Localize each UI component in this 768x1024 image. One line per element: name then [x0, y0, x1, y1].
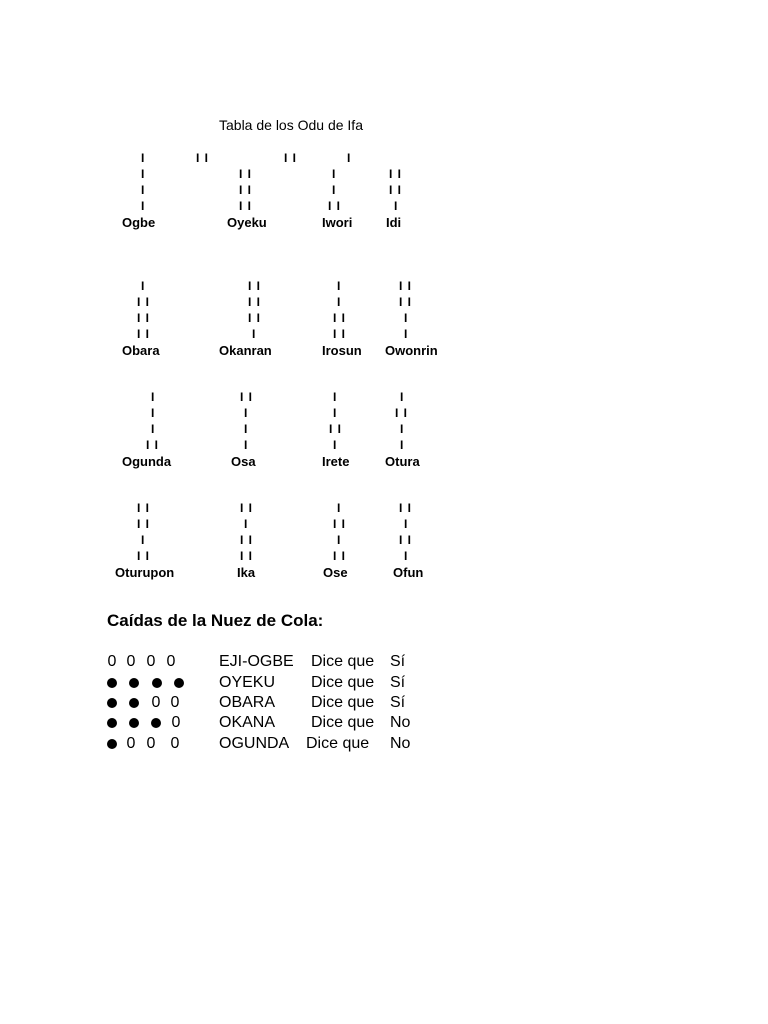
- odu-mark: I: [141, 279, 146, 293]
- odu-name: Ika: [237, 565, 256, 580]
- odu-mark: I I: [284, 151, 298, 165]
- odu-mark: I: [244, 406, 249, 420]
- odu-mark: I: [151, 422, 156, 436]
- odu-mark: I: [141, 167, 146, 181]
- odu-mark: I I: [333, 517, 347, 531]
- seed: [105, 693, 119, 713]
- odu-mark: I I: [240, 533, 254, 547]
- odu-mark: I I: [137, 501, 151, 515]
- odu-mark: I I: [240, 501, 254, 515]
- odu-mark: I I: [329, 422, 343, 436]
- odu-name: Ofun: [393, 565, 424, 580]
- odu-mark: I I: [399, 295, 413, 309]
- seed: [127, 713, 141, 733]
- odu-mark: I I: [239, 167, 253, 181]
- odu-name: Oturupon: [115, 565, 175, 580]
- odu-mark: I I: [137, 311, 151, 325]
- odu-mark: I: [333, 390, 338, 404]
- dice-que: Dice que: [311, 653, 375, 670]
- odu-name: Iwori: [322, 215, 353, 230]
- odu-mark: I: [332, 167, 337, 181]
- odu-mark: I: [151, 406, 156, 420]
- odu-mark: I I: [328, 199, 342, 213]
- odu-name: Okanran: [219, 343, 272, 358]
- odu-mark: I: [404, 327, 409, 341]
- dice-que: Dice que: [306, 735, 370, 752]
- answer: Sí: [390, 653, 406, 670]
- odu-mark: I I: [333, 549, 347, 563]
- odu-name: Irete: [322, 454, 350, 469]
- odu-mark: I I: [399, 501, 413, 515]
- odu-mark: I I: [239, 183, 253, 197]
- odu-mark: I I: [248, 295, 262, 309]
- odu-name: Osa: [231, 454, 256, 469]
- answer: Sí: [390, 674, 406, 691]
- seed: 0: [166, 653, 176, 670]
- odu-mark: I: [400, 390, 405, 404]
- seed: 0: [171, 714, 181, 731]
- odu-mark: I: [394, 199, 399, 213]
- odu-mark: I I: [333, 311, 347, 325]
- odu-mark: I: [141, 199, 146, 213]
- odu-cast-name: OYEKU: [219, 674, 276, 691]
- odu-mark: I: [400, 422, 405, 436]
- odu-mark: I I: [146, 438, 160, 452]
- odu-cast-name: OKANA: [219, 714, 276, 731]
- cast-row: [0, 734, 768, 754]
- seed: 0: [170, 694, 180, 711]
- odu-cast-name: OBARA: [219, 694, 276, 711]
- odu-name: Ogbe: [122, 215, 156, 230]
- seed: 0: [146, 735, 156, 752]
- odu-name: Obara: [122, 343, 160, 358]
- answer: No: [390, 714, 411, 731]
- seed: [172, 673, 186, 693]
- odu-cast-name: OGUNDA: [219, 735, 290, 752]
- seed: 0: [151, 694, 161, 711]
- odu-mark: I: [347, 151, 352, 165]
- seed: [105, 734, 119, 754]
- odu-mark: I: [141, 183, 146, 197]
- seed: [127, 693, 141, 713]
- seed: [105, 713, 119, 733]
- odu-mark: I I: [399, 533, 413, 547]
- odu-mark: I: [333, 406, 338, 420]
- odu-mark: I: [244, 517, 249, 531]
- seed: [127, 673, 141, 693]
- dice-que: Dice que: [311, 674, 375, 691]
- odu-mark: I I: [240, 390, 254, 404]
- odu-mark: I: [337, 533, 342, 547]
- odu-name: Ogunda: [122, 454, 172, 469]
- odu-mark: I: [337, 279, 342, 293]
- odu-mark: I: [151, 390, 156, 404]
- odu-mark: I I: [333, 327, 347, 341]
- cast-row: [0, 693, 768, 713]
- odu-mark: I: [244, 422, 249, 436]
- odu-name: Oyeku: [227, 215, 267, 230]
- odu-mark: I I: [389, 183, 403, 197]
- odu-mark: I I: [137, 295, 151, 309]
- seed: [150, 673, 164, 693]
- odu-mark: I I: [389, 167, 403, 181]
- odu-mark: I: [337, 501, 342, 515]
- seed: 0: [146, 653, 156, 670]
- odu-name: Ose: [323, 565, 348, 580]
- odu-mark: I: [141, 533, 146, 547]
- odu-mark: I I: [239, 199, 253, 213]
- odu-mark: I: [404, 517, 409, 531]
- seed: [105, 673, 119, 693]
- odu-mark: I: [400, 438, 405, 452]
- answer: No: [390, 735, 411, 752]
- seed: 0: [126, 653, 136, 670]
- odu-mark: I: [404, 311, 409, 325]
- cast-row: [0, 673, 768, 693]
- odu-mark: I: [244, 438, 249, 452]
- seed: 0: [126, 735, 136, 752]
- odu-name: Owonrin: [385, 343, 438, 358]
- seed: [149, 713, 163, 733]
- odu-mark: I I: [137, 517, 151, 531]
- odu-mark: I: [252, 327, 257, 341]
- odu-mark: I I: [196, 151, 210, 165]
- cola-heading: Caídas de la Nuez de Cola:: [107, 611, 324, 630]
- odu-mark: I: [404, 549, 409, 563]
- odu-mark: I I: [399, 279, 413, 293]
- cast-row: [0, 713, 768, 733]
- odu-mark: I: [141, 151, 146, 165]
- odu-mark: I: [333, 438, 338, 452]
- seed: 0: [107, 653, 117, 670]
- odu-mark: I: [337, 295, 342, 309]
- odu-name: Irosun: [322, 343, 362, 358]
- odu-mark: I I: [240, 549, 254, 563]
- odu-mark: I I: [137, 327, 151, 341]
- odu-mark: I I: [137, 549, 151, 563]
- odu-mark: I: [332, 183, 337, 197]
- answer: Sí: [390, 694, 406, 711]
- page-title: Tabla de los Odu de Ifa: [219, 117, 363, 133]
- odu-mark: I I: [248, 311, 262, 325]
- odu-mark: I I: [248, 279, 262, 293]
- odu-name: Otura: [385, 454, 420, 469]
- seed: 0: [170, 735, 180, 752]
- cast-row: [0, 652, 768, 672]
- dice-que: Dice que: [311, 714, 375, 731]
- odu-name: Idi: [386, 215, 402, 230]
- dice-que: Dice que: [311, 694, 375, 711]
- odu-mark: I I: [395, 406, 409, 420]
- odu-cast-name: EJI-OGBE: [219, 653, 294, 670]
